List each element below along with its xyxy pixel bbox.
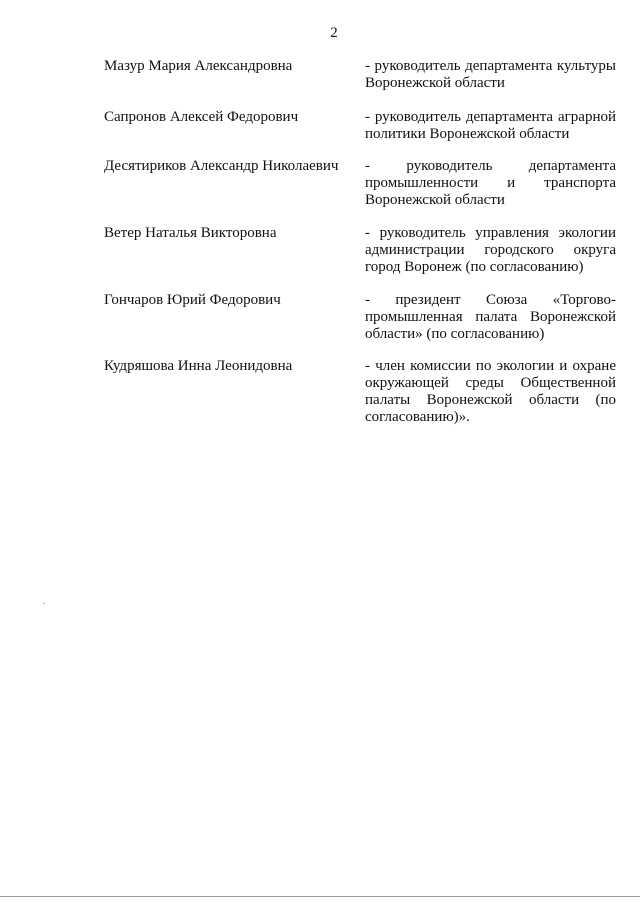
member-role: - член комиссии по экологии и охране окружающей среды Общественной палаты Воронежской области (по согласованию)». bbox=[365, 358, 616, 425]
page-number: 2 bbox=[330, 25, 338, 41]
scan-speck bbox=[43, 603, 45, 604]
page-bottom-edge bbox=[0, 896, 640, 897]
member-role: - руководитель департамента промышленности и транспорта Воронежской области bbox=[365, 158, 616, 208]
member-role: - руководитель департамента аграрной политики Воронежской области bbox=[365, 109, 616, 142]
member-name: Десятириков Александр Николаевич bbox=[104, 158, 339, 174]
member-name: Гончаров Юрий Федорович bbox=[104, 292, 281, 308]
member-name: Мазур Мария Александровна bbox=[104, 58, 293, 74]
member-name: Сапронов Алексей Федорович bbox=[104, 109, 299, 125]
member-role: - руководитель департамента культуры Воронежской области bbox=[365, 58, 616, 91]
member-name: Ветер Наталья Викторовна bbox=[104, 225, 277, 241]
member-name: Кудряшова Инна Леонидовна bbox=[104, 358, 293, 374]
member-role: - президент Союза «Торгово-промышленная палата Воронежской области» (по согласованию) bbox=[365, 292, 616, 342]
member-role: - руководитель управления экологии администрации городского округа город Воронеж (по согласованию) bbox=[365, 225, 616, 275]
